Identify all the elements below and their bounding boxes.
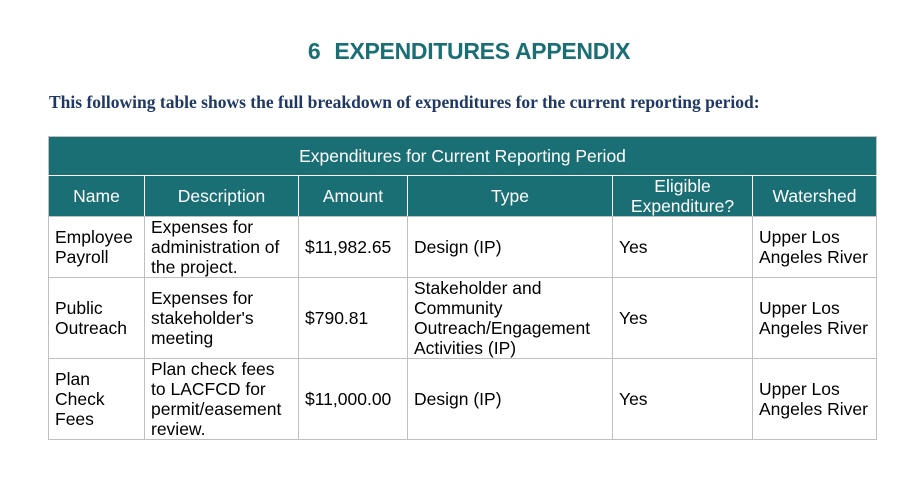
cell-amount: $790.81 bbox=[299, 278, 408, 359]
table-row bbox=[49, 217, 877, 278]
cell-name: Public Outreach bbox=[49, 278, 145, 359]
table-row bbox=[49, 278, 877, 359]
table-caption: Expenditures for Current Reporting Period bbox=[49, 137, 877, 176]
cell-type: Design (IP) bbox=[408, 359, 613, 440]
intro-paragraph: This following table shows the full breakdown of expenditures for the current reporting period: bbox=[49, 92, 760, 112]
cell-description: Expenses for administration of the project. bbox=[145, 217, 299, 278]
cell-name: Plan Check Fees bbox=[49, 359, 145, 440]
header-type: Type bbox=[408, 176, 613, 217]
cell-description: Plan check fees to LACFCD for permit/easement review. bbox=[145, 359, 299, 440]
header-name: Name bbox=[49, 176, 145, 217]
cell-eligible: Yes bbox=[613, 278, 753, 359]
header-amount: Amount bbox=[299, 176, 408, 217]
section-title: EXPENDITURES APPENDIX bbox=[334, 38, 631, 64]
header-eligible: Eligible Expenditure? bbox=[613, 176, 753, 217]
table-header-row bbox=[49, 176, 877, 217]
header-watershed: Watershed bbox=[753, 176, 877, 217]
cell-type: Design (IP) bbox=[408, 217, 613, 278]
table-row bbox=[49, 359, 877, 440]
cell-watershed: Upper Los Angeles River bbox=[753, 359, 877, 440]
cell-eligible: Yes bbox=[613, 217, 753, 278]
header-description: Description bbox=[145, 176, 299, 217]
section-number: 6 bbox=[307, 38, 321, 64]
table-caption-row bbox=[49, 137, 877, 176]
cell-name: Employee Payroll bbox=[49, 217, 145, 278]
cell-type: Stakeholder and Community Outreach/Engagement Activities (IP) bbox=[408, 278, 613, 359]
cell-amount: $11,000.00 bbox=[299, 359, 408, 440]
cell-amount: $11,982.65 bbox=[299, 217, 408, 278]
cell-watershed: Upper Los Angeles River bbox=[753, 217, 877, 278]
cell-watershed: Upper Los Angeles River bbox=[753, 278, 877, 359]
expenditures-table bbox=[48, 136, 877, 440]
cell-eligible: Yes bbox=[613, 359, 753, 440]
section-heading bbox=[0, 38, 924, 65]
cell-description: Expenses for stakeholder's meeting bbox=[145, 278, 299, 359]
